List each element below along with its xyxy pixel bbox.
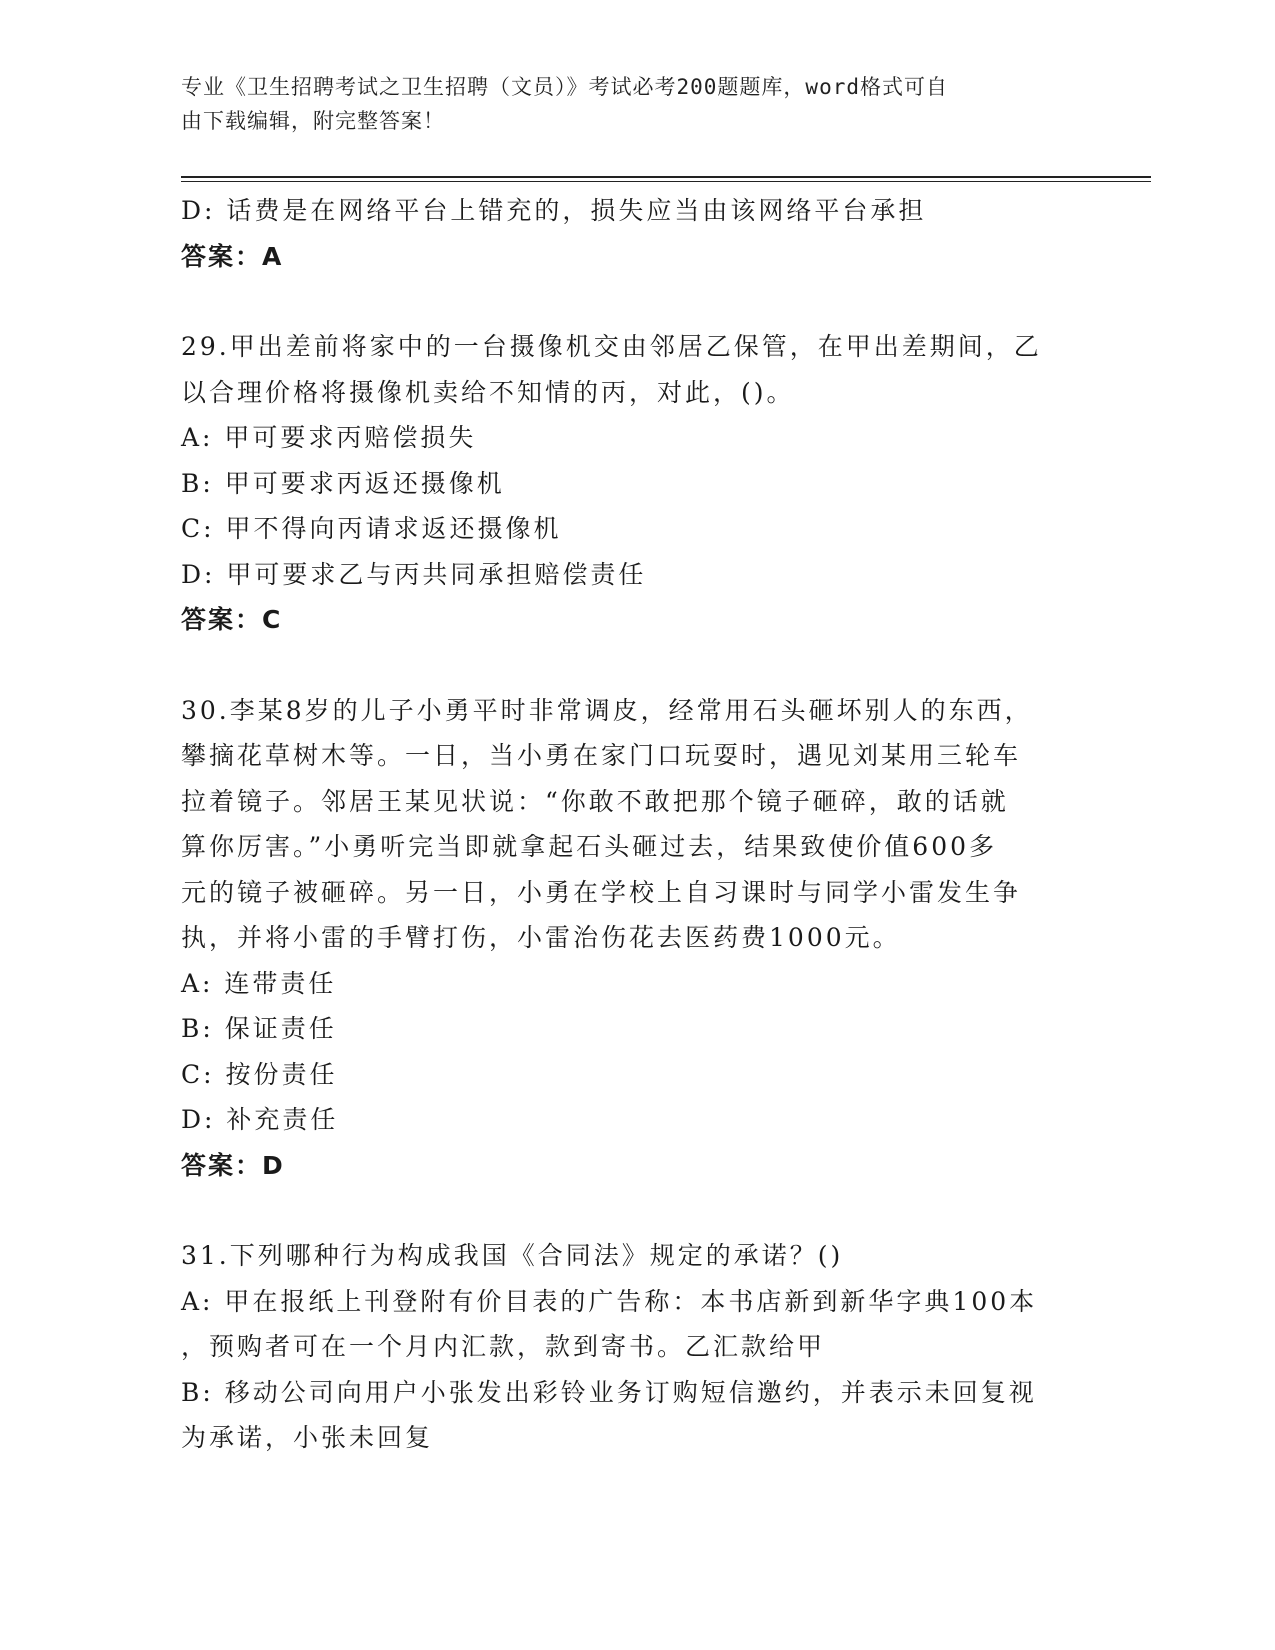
question-29 xyxy=(181,324,1081,643)
q30-stem-line-6: 执，并将小雷的手臂打伤，小雷治伤花去医药费1000元。 xyxy=(181,923,901,952)
header-line-2: 由下载编辑，附完整答案！ xyxy=(181,109,445,133)
question-28-tail xyxy=(181,188,1081,279)
header-divider-thick xyxy=(181,176,1151,178)
q29-stem-line-1: 29.甲出差前将家中的一台摄像机交由邻居乙保管，在甲出差期间，乙 xyxy=(181,332,1042,361)
q29-option-a: A: 甲可要求丙赔偿损失 xyxy=(181,423,477,452)
header-divider-thin xyxy=(181,181,1151,182)
q30-stem-line-3: 拉着镜子。邻居王某见状说：“你敢不敢把那个镜子砸碎，敢的话就 xyxy=(181,786,1009,816)
q28-answer: 答案：A xyxy=(181,241,284,271)
q30-stem-line-2: 攀摘花草树木等。一日，当小勇在家门口玩耍时，遇见刘某用三轮车 xyxy=(181,741,1022,770)
q30-option-c: C: 按份责任 xyxy=(181,1059,338,1089)
question-30 xyxy=(181,688,1081,1189)
q30-answer: 答案：D xyxy=(181,1150,285,1180)
q30-option-a: A: 连带责任 xyxy=(181,968,337,998)
q30-stem-line-1: 30.李某8岁的儿子小勇平时非常调皮，经常用石头砸坏别人的东西， xyxy=(181,695,1033,725)
spacer xyxy=(181,643,1081,688)
spacer xyxy=(181,1188,1081,1233)
q29-option-b: B: 甲可要求丙返还摄像机 xyxy=(181,468,505,498)
question-content xyxy=(181,188,1081,1461)
spacer xyxy=(181,279,1081,324)
q31-option-a-line-1: A: 甲在报纸上刊登附有价目表的广告称：本书店新到新华字典100本 xyxy=(181,1286,1038,1316)
q31-stem-line-1: 31.下列哪种行为构成我国《合同法》规定的承诺？() xyxy=(181,1241,844,1270)
q31-option-b-line-1: B: 移动公司向用户小张发出彩铃业务订购短信邀约，并表示未回复视 xyxy=(181,1377,1037,1407)
q29-option-d: D: 甲可要求乙与丙共同承担赔偿责任 xyxy=(181,559,647,589)
q29-option-c: C: 甲不得向丙请求返还摄像机 xyxy=(181,514,562,543)
q30-option-b: B: 保证责任 xyxy=(181,1014,337,1043)
q28-option-d: D: 话费是在网络平台上错充的，损失应当由该网络平台承担 xyxy=(181,196,927,225)
question-31 xyxy=(181,1233,1081,1461)
q29-stem-line-2: 以合理价格将摄像机卖给不知情的丙，对此，()。 xyxy=(181,377,795,407)
q31-option-a-line-2: ，预购者可在一个月内汇款，款到寄书。乙汇款给甲 xyxy=(181,1332,826,1361)
q30-option-d: D: 补充责任 xyxy=(181,1105,339,1134)
q30-stem-line-4: 算你厉害。”小勇听完当即就拿起石头砸过去，结果致使价值600多 xyxy=(181,832,998,861)
q30-stem-line-5: 元的镜子被砸碎。另一日，小勇在学校上自习课时与同学小雷发生争 xyxy=(181,877,1022,907)
document-header xyxy=(181,70,1061,138)
q31-option-b-line-2: 为承诺，小张未回复 xyxy=(181,1423,434,1452)
header-line-1: 专业《卫生招聘考试之卫生招聘（文员）》考试必考200题题库，word格式可自 xyxy=(181,75,948,99)
q29-answer: 答案：C xyxy=(181,605,283,634)
